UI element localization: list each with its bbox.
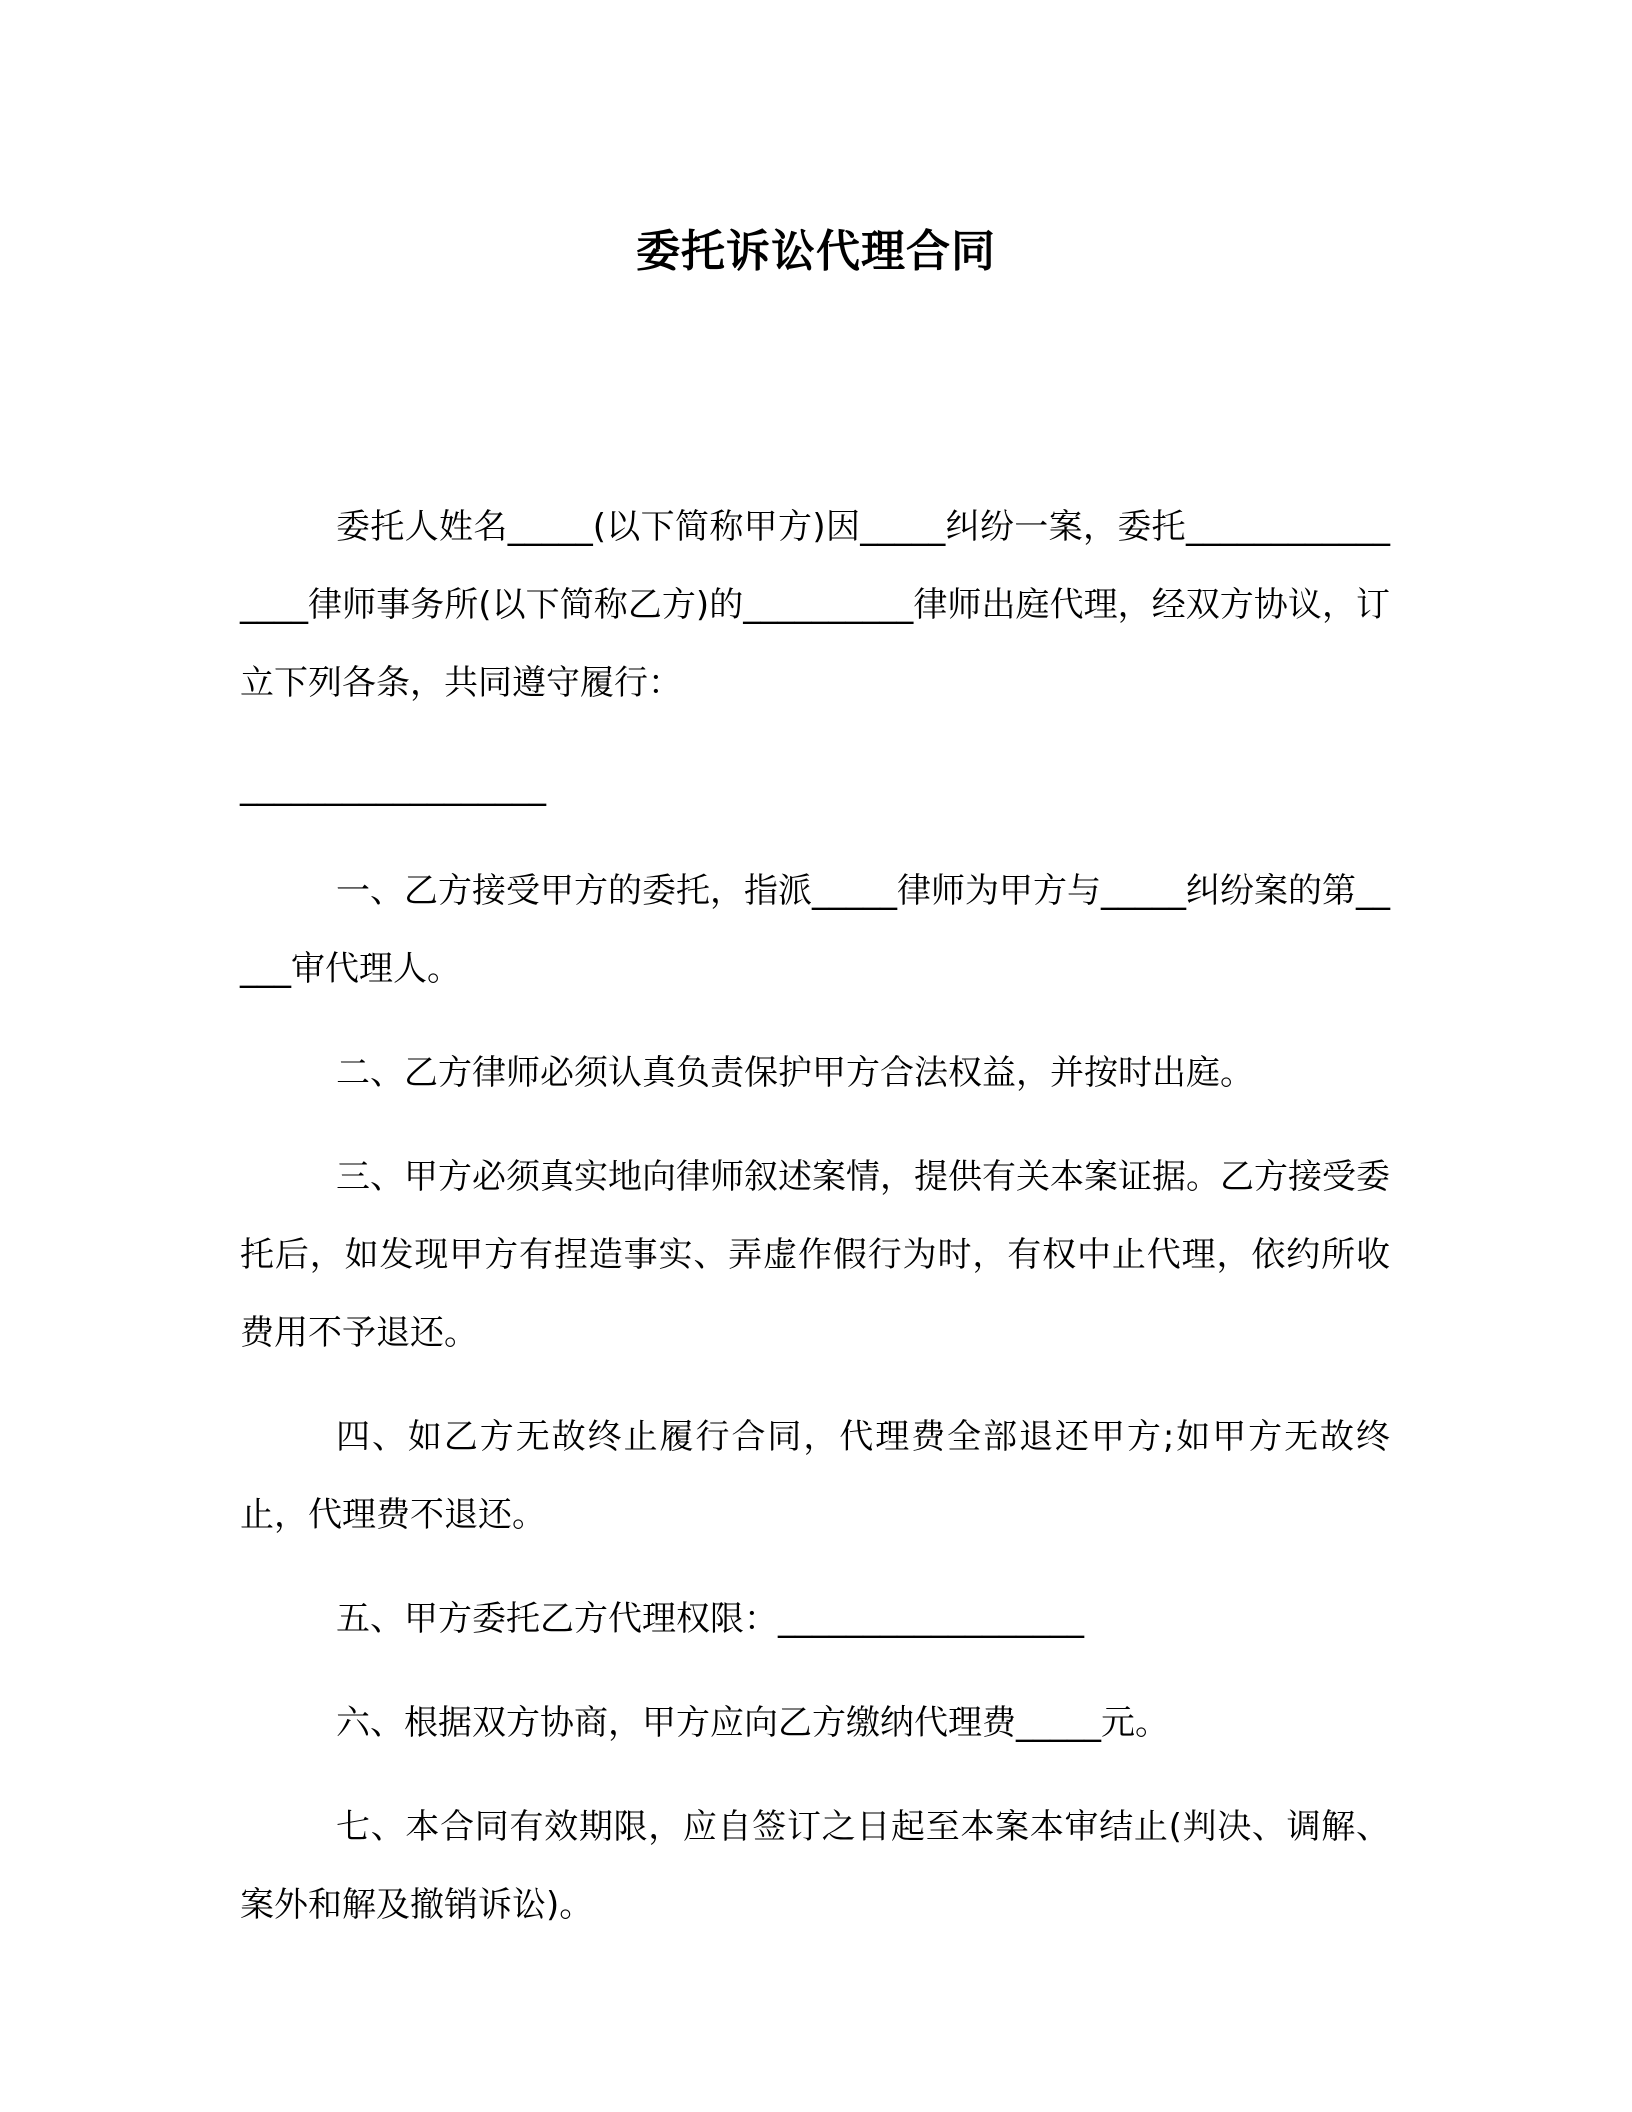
clause-5: 五、甲方委托乙方代理权限：__________________ (336, 1599, 1084, 1639)
clause-2: 二、乙方律师必须认真负责保护甲方合法权益，并按时出庭。 (336, 1053, 1254, 1093)
document-title: 委托诉讼代理合同 (636, 226, 996, 277)
clause-7: 七、本合同有效期限，应自签订之日起至本案本审结止(判决、调解、案外和解及撤销诉讼)。 (240, 1807, 1390, 1925)
clause-4: 四、如乙方无故终止履行合同，代理费全部退还甲方;如甲方无故终止，代理费不退还。 (240, 1417, 1390, 1535)
document-body (240, 488, 1390, 1944)
blank-fill-line: __________________ (240, 767, 546, 807)
clause-1: 一、乙方接受甲方的委托，指派_____律师为甲方与_____纠纷案的第_____审代理人。 (240, 871, 1390, 989)
intro-paragraph: 委托人姓名_____(以下简称甲方)因_____纠纷一案，委托________________律师事务所(以下简称乙方)的__________律师出庭代理，经双方协议，订立下列各条，共同遵守履行： (240, 507, 1390, 703)
clause-3: 三、甲方必须真实地向律师叙述案情，提供有关本案证据。乙方接受委托后，如发现甲方有捏造事实、弄虚作假行为时，有权中止代理，依约所收费用不予退还。 (240, 1157, 1390, 1353)
clause-6: 六、根据双方协商，甲方应向乙方缴纳代理费_____元。 (336, 1703, 1169, 1743)
